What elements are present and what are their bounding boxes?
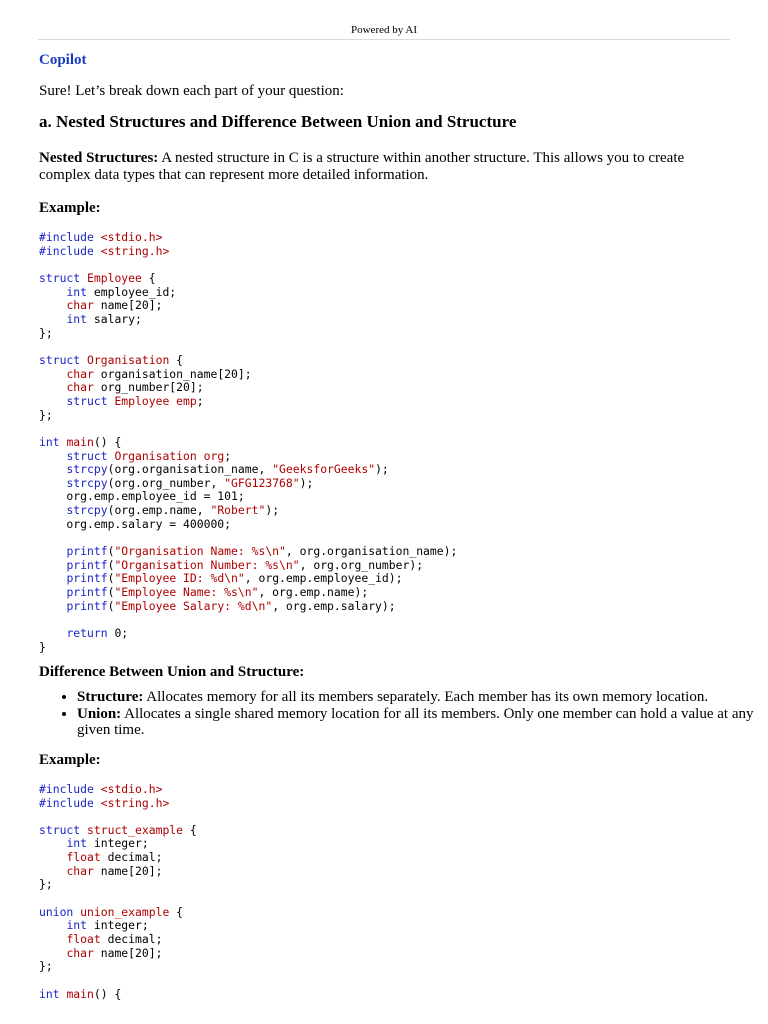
code-line: char org_number[20];: [66, 380, 204, 395]
code-line: int integer;: [66, 836, 149, 851]
structure-term: Structure:: [77, 689, 144, 706]
code-line: int integer;: [66, 918, 149, 933]
powered-by-label: Powered by AI: [351, 24, 417, 36]
code-line: int salary;: [66, 311, 142, 326]
code-line: #include <stdio.h>: [39, 781, 163, 796]
code-line: char name[20];: [66, 298, 163, 313]
nested-structures-paragraph: [39, 150, 739, 184]
difference-item-structure: [77, 689, 757, 706]
header-divider: [38, 39, 730, 40]
difference-list: [39, 689, 757, 739]
code-block-nested-structures: [39, 231, 739, 654]
code-line: struct Organisation org;: [66, 448, 232, 463]
code-line: char organisation_name[20];: [66, 366, 252, 381]
code-line: int main() {: [39, 434, 122, 449]
example-label-2: Example:: [39, 751, 101, 768]
code-line: char name[20];: [66, 863, 163, 878]
code-line: printf("Employee Salary: %d\n", org.emp.salary);: [66, 598, 396, 613]
code-line: strcpy(org.org_number, "GFG123768");: [66, 475, 314, 490]
code-line: strcpy(org.organisation_name, "GeeksforGeeks");: [66, 462, 389, 477]
code-line: printf("Employee ID: %d\n", org.emp.employee_id);: [66, 571, 403, 586]
nested-description: A nested structure in C is a structure within another structure. This allows you to create complex data types that can represent more detailed information.: [39, 150, 685, 183]
code-line: org.emp.employee_id = 101;: [39, 489, 245, 504]
code-line: strcpy(org.emp.name, "Robert");: [66, 503, 280, 518]
code-line: float decimal;: [66, 850, 163, 865]
code-line: return 0;: [66, 626, 129, 641]
section-a-heading: a. Nested Structures and Difference Between Union and Structure: [39, 112, 517, 131]
nested-term: Nested Structures:: [39, 150, 159, 166]
code-line: printf("Employee Name: %s\n", org.emp.name);: [66, 585, 369, 600]
code-line: printf("Organisation Name: %s\n", org.organisation_name);: [66, 544, 458, 559]
code-line: #include <stdio.h>: [39, 230, 163, 244]
code-line: };: [39, 407, 53, 422]
code-block-union-vs-structure: [39, 783, 739, 1002]
code-line: struct Employee {: [39, 270, 156, 285]
code-line: char name[20];: [66, 945, 163, 960]
code-line: int employee_id;: [66, 284, 177, 299]
code-line: float decimal;: [66, 932, 163, 947]
code-line: }: [39, 639, 46, 654]
code-line: };: [39, 325, 53, 340]
code-line: org.emp.salary = 400000;: [39, 516, 232, 531]
assistant-name: Copilot: [39, 52, 87, 68]
intro-text: Sure! Let’s break down each part of your question:: [39, 83, 344, 99]
difference-item-union: [77, 706, 757, 739]
code-line: struct Organisation {: [39, 352, 184, 367]
code-line: #include <string.h>: [39, 243, 170, 258]
code-line: };: [39, 877, 53, 892]
chat-response: [39, 52, 754, 1001]
code-line: struct struct_example {: [39, 822, 197, 837]
example-label-1: Example:: [39, 200, 101, 216]
code-line: };: [39, 959, 53, 974]
code-line: #include <string.h>: [39, 795, 170, 810]
union-description: Allocates a single shared memory location for all its members. Only one member can hold a value at any given time.: [77, 705, 754, 739]
code-line: printf("Organisation Number: %s\n", org.org_number);: [66, 557, 424, 572]
structure-description: Allocates memory for all its members separately. Each member has its own memory location.: [143, 689, 709, 706]
union-term: Union:: [77, 705, 122, 722]
code-line: union union_example {: [39, 904, 184, 919]
code-line: int main() {: [39, 986, 122, 1001]
code-line: struct Employee emp;: [66, 393, 204, 408]
difference-heading: Difference Between Union and Structure:: [39, 664, 305, 681]
